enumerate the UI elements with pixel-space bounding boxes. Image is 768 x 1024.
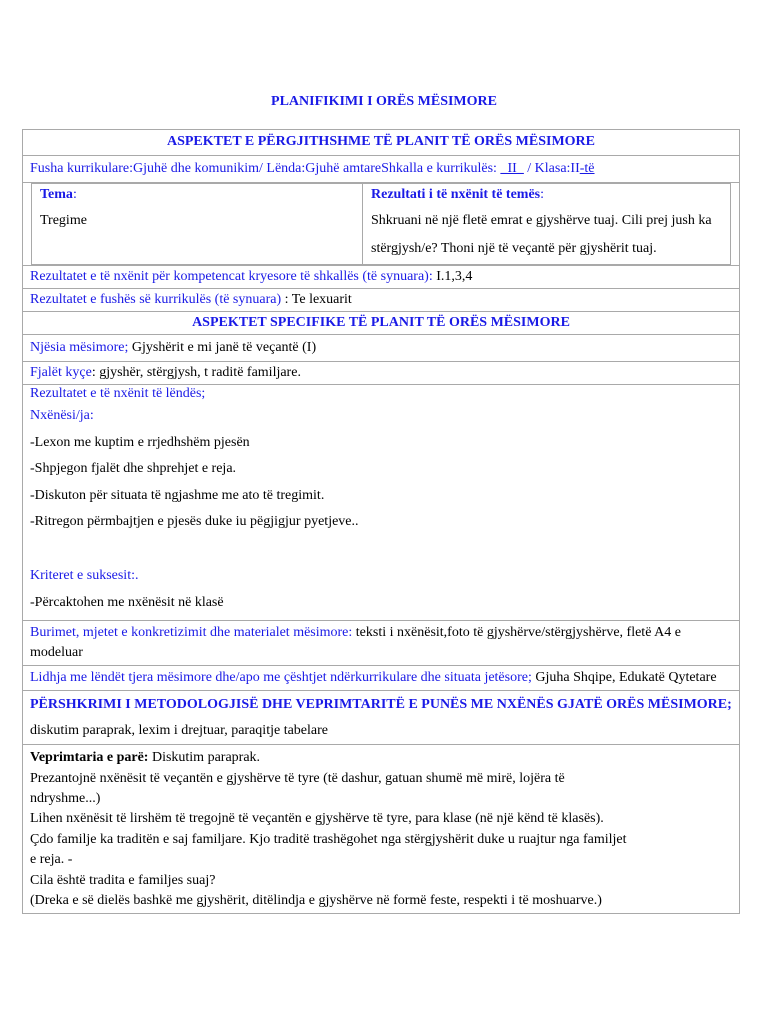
- key-competences-value: I.1,3,4: [436, 269, 473, 284]
- methodology-value: diskutim paraprak, lexim i drejtuar, paraqitje tabelare: [30, 723, 328, 739]
- section-specific-heading: ASPEKTET SPECIFIKE TË PLANIT TË ORËS MËSIMORE: [23, 312, 739, 335]
- activity-line: ndryshme...): [30, 790, 101, 806]
- class-label: / Klasa:II: [527, 161, 580, 176]
- activity-line: Cila është tradita e familjes suaj?: [30, 872, 216, 888]
- topic-label: Tema:: [40, 187, 77, 202]
- activity-line: Prezantojnë nxënësit të veçantën e gjyshërve të tyre (të dashur, gatuan shumë më mirë, lojëra të: [30, 770, 565, 786]
- curriculum-level-value: _II_: [500, 161, 524, 176]
- unit-value: Gjyshërit e mi janë të veçantë (I): [128, 340, 317, 355]
- topic-result-cell: [363, 184, 730, 264]
- activity-row: [23, 745, 739, 913]
- field-results-value: : Te lexuarit: [284, 292, 352, 307]
- outcome-item: -Ritregon përmbajtjen e pjesës duke iu pëgjigjur pyetjeve..: [30, 514, 359, 530]
- section-general-heading: ASPEKTET E PËRGJITHSHME TË PLANIT TË ORËS MËSIMORE: [23, 130, 739, 156]
- activity-line: e reja. -: [30, 852, 73, 868]
- student-label: Nxënësi/ja:: [30, 408, 94, 423]
- page-title: PLANIFIKIMI I ORËS MËSIMORE: [271, 94, 497, 109]
- curricular-field-label: Fusha kurrikulare:Gjuhë dhe komunikim/ Lënda:Gjuhë amtareShkalla e kurrikulës:: [30, 161, 501, 176]
- lesson-plan-document: [22, 129, 768, 914]
- activity-line: (Dreka e së dielës bashkë me gjyshërit, ditëlindja e gjyshërve në formë feste, respekti i të moshuarve.): [30, 893, 602, 908]
- connections-row: [23, 666, 739, 691]
- activity-line: Lihen nxënësit të lirshëm të tregojnë të veçantën e gjyshërve të tyre, para klase (në një kënd të klasës).: [30, 811, 604, 827]
- topic-value: Tregime: [40, 213, 87, 228]
- resources-row: [23, 621, 739, 666]
- learning-outcomes-row: [23, 385, 739, 621]
- key-competences-label: Rezultatet e të nxënit për kompetencat kryesore të shkallës (të synuara):: [30, 269, 437, 284]
- field-results-row: [23, 289, 739, 312]
- methodology-label: PËRSHKRIMI I METODOLOGJISË DHE VEPRIMTARITË E PUNËS ME NXËNËS GJATË ORËS MËSIMORE;: [30, 697, 732, 713]
- resources-value: teksti i nxënësit,foto të gjyshërve/stërgjyshërve, fletë A4 e modeluar: [30, 625, 681, 661]
- unit-row: [23, 335, 739, 362]
- learning-outcomes-label: Rezultatet e të nxënit të lëndës;: [30, 386, 206, 401]
- resources-label: Burimet, mjetet e konkretizimit dhe materialet mësimore:: [30, 625, 356, 641]
- outcome-item: -Shpjegon fjalët dhe shprehjet e reja.: [30, 461, 237, 477]
- class-value: -të: [579, 161, 595, 176]
- success-criteria-item: -Përcaktohen me nxënësit në klasë: [30, 594, 224, 610]
- field-results-label: Rezultatet e fushës së kurrikulës (të synuara): [30, 292, 285, 307]
- curricular-field-row: [23, 156, 739, 183]
- methodology-row: [23, 691, 739, 745]
- activity-line: Çdo familje ka traditën e saj familjare. Kjo traditë trashëgohet nga stërgjyshërit duke u ruajtur nga familjet: [30, 831, 627, 847]
- topic-cell: [32, 184, 363, 264]
- topic-row: [23, 183, 739, 266]
- success-criteria-label: Kriteret e suksesit:.: [30, 567, 139, 583]
- connections-value: Gjuha Shqipe, Edukatë Qytetare: [535, 670, 717, 686]
- activity-value: Diskutim paraprak.: [148, 750, 261, 766]
- keywords-label: Fjalët kyçe: [30, 365, 92, 380]
- keywords-value: : gjyshër, stërgjysh, t raditë familjare.: [91, 365, 301, 380]
- connections-label: Lidhja me lëndët tjera mësimore dhe/apo me çështjet ndërkurrikulare dhe situata jetësore;: [30, 670, 536, 686]
- outcome-item: -Lexon me kuptim e rrjedhshëm pjesën: [30, 434, 250, 450]
- spacer: [30, 536, 732, 563]
- topic-table: [31, 183, 731, 265]
- topic-result-value: Shkruani në një fletë emrat e gjyshërve tuaj. Cili prej jush ka stërgjysh/e? Thoni një të veçantë për gjyshërit tuaj.: [371, 213, 712, 256]
- activity-label: Veprimtaria e parë:: [30, 750, 149, 766]
- keywords-row: [23, 362, 739, 385]
- outcome-item: -Diskuton për situata të ngjashme me ato të tregimit.: [30, 487, 325, 503]
- general-aspects-table: [22, 129, 740, 914]
- unit-label: Njësia mësimore;: [30, 340, 129, 355]
- topic-result-label: Rezultati i të nxënit të temës:: [371, 187, 544, 202]
- key-competences-row: [23, 266, 739, 289]
